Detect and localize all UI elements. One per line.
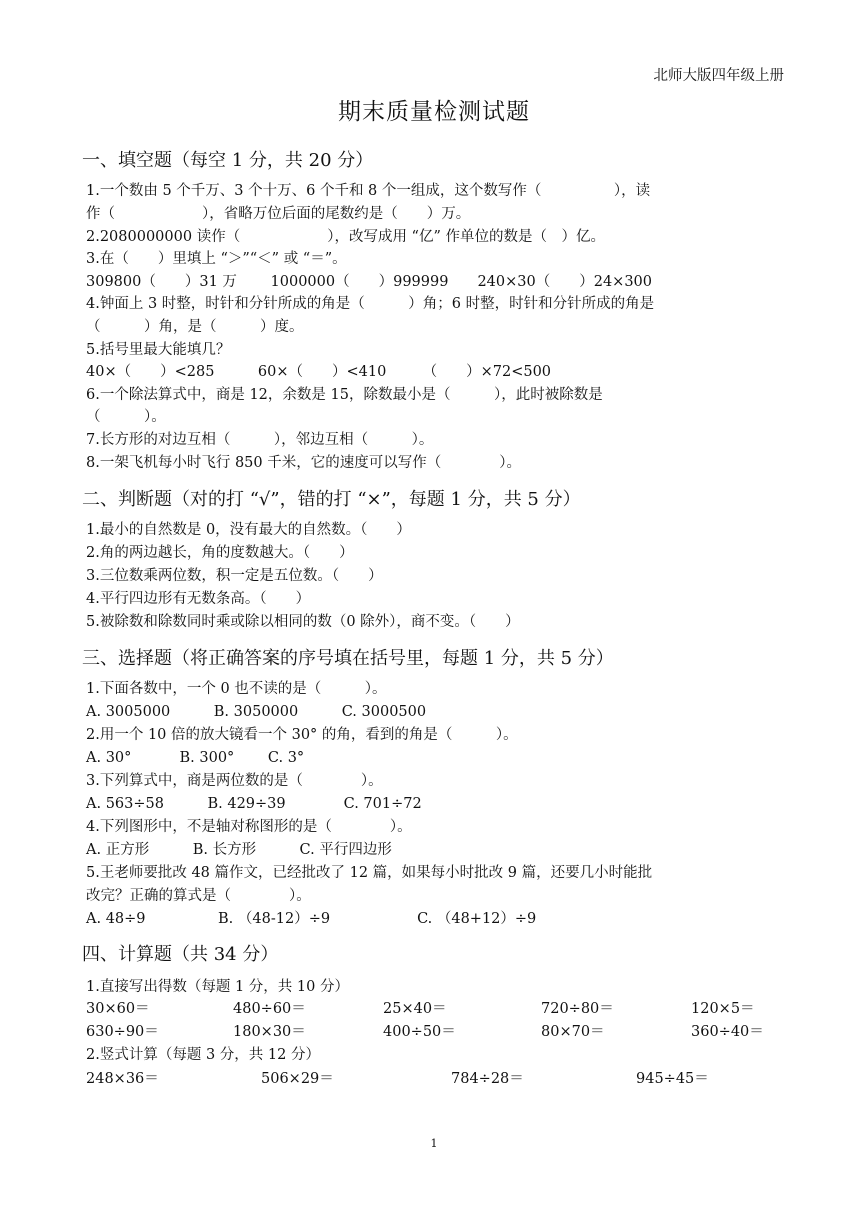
- question-line: 5.被除数和除数同时乘或除以相同的数（0 除外），商不变。（ ）: [86, 614, 520, 630]
- oral-problem: 720÷80＝: [541, 1001, 614, 1017]
- subsection-oral-heading: 1.直接写出得数（每题 1 分，共 10 分）: [86, 979, 349, 995]
- question-line: A. 30° B. 300° C. 3°: [86, 750, 305, 766]
- oral-problem: 30×60＝: [86, 1001, 150, 1017]
- question-line: 5.王老师要批改 48 篇作文，已经批改了 12 篇，如果每小时批改 9 篇，还要几小时能批: [86, 865, 653, 881]
- question-line: 3.在（ ）里填上 “＞”“＜” 或 “＝”。: [86, 251, 347, 267]
- question-line: 1.下面各数中，一个 0 也不读的是（ ）。: [86, 681, 387, 697]
- question-line: （ ）角，是（ ）度。: [86, 319, 304, 335]
- edition-label: 北师大版四年级上册: [653, 68, 784, 84]
- oral-problem: 360÷40＝: [691, 1024, 764, 1040]
- question-line: 1.最小的自然数是 0，没有最大的自然数。（ ）: [86, 522, 411, 538]
- question-line: 5.括号里最大能填几？: [86, 342, 231, 358]
- oral-problem: 400÷50＝: [383, 1024, 456, 1040]
- question-line: 2.用一个 10 倍的放大镜看一个 30° 的角，看到的角是（ ）。: [86, 727, 518, 743]
- oral-problem: 80×70＝: [541, 1024, 605, 1040]
- question-line: A. 48÷9 B. （48-12）÷9 C. （48+12）÷9: [86, 911, 537, 927]
- oral-problem: 630÷90＝: [86, 1024, 159, 1040]
- section-fill-blank-heading: 一、填空题（每空 1 分，共 20 分）: [82, 150, 374, 171]
- question-line: 309800（ ）31 万 1000000（ ）999999 240×30（ ）24×300: [86, 274, 653, 290]
- vertical-problem: 945÷45＝: [636, 1071, 709, 1087]
- section-calculation-heading: 四、计算题（共 34 分）: [82, 944, 279, 965]
- question-line: 1.一个数由 5 个千万、3 个十万、6 个千和 8 个一组成，这个数写作（ ），读: [86, 183, 651, 199]
- question-line: 7.长方形的对边互相（ ），邻边互相（ ）。: [86, 432, 434, 448]
- section-choice-heading: 三、选择题（将正确答案的序号填在括号里，每题 1 分，共 5 分）: [82, 648, 614, 669]
- vertical-problem: 784÷28＝: [451, 1071, 524, 1087]
- subsection-vertical-heading: 2.竖式计算（每题 3 分，共 12 分）: [86, 1047, 320, 1063]
- oral-problem: 180×30＝: [233, 1024, 306, 1040]
- page-title: 期末质量检测试题: [338, 99, 530, 125]
- question-line: 6.一个除法算式中，商是 12，余数是 15，除数最小是（ ），此时被除数是: [86, 387, 603, 403]
- question-line: 改完？正确的算式是（ ）。: [86, 888, 311, 904]
- question-line: 3.下列算式中，商是两位数的是（ ）。: [86, 773, 383, 789]
- question-line: 2.角的两边越长，角的度数越大。（ ）: [86, 545, 354, 561]
- oral-problem: 25×40＝: [383, 1001, 447, 1017]
- page-number: 1: [430, 1137, 438, 1150]
- question-line: 3.三位数乘两位数，积一定是五位数。（ ）: [86, 568, 383, 584]
- vertical-problem: 506×29＝: [261, 1071, 334, 1087]
- question-line: （ ）。: [86, 409, 166, 425]
- oral-problem: 120×5＝: [691, 1001, 755, 1017]
- question-line: A. 563÷58 B. 429÷39 C. 701÷72: [86, 796, 422, 812]
- question-line: 4.下列图形中，不是轴对称图形的是（ ）。: [86, 819, 412, 835]
- question-line: A. 3005000 B. 3050000 C. 3000500: [86, 704, 427, 720]
- question-line: A. 正方形 B. 长方形 C. 平行四边形: [86, 842, 392, 858]
- question-line: 4.钟面上 3 时整，时针和分针所成的角是（ ）角；6 时整，时针和分针所成的角是: [86, 296, 655, 312]
- vertical-problem: 248×36＝: [86, 1071, 159, 1087]
- oral-problem: 480÷60＝: [233, 1001, 306, 1017]
- question-line: 作（ ），省略万位后面的尾数约是（ ）万。: [86, 206, 471, 222]
- question-line: 8.一架飞机每小时飞行 850 千米，它的速度可以写作（ ）。: [86, 455, 521, 471]
- question-line: 2.2080000000 读作（ ），改写成用 “亿” 作单位的数是（ ）亿。: [86, 229, 605, 245]
- section-true-false-heading: 二、判断题（对的打 “√”，错的打 “×”，每题 1 分，共 5 分）: [82, 489, 581, 510]
- question-line: 4.平行四边形有无数条高。（ ）: [86, 591, 311, 607]
- question-line: 40×（ ）<285 60×（ ）<410 （ ）×72<500: [86, 364, 552, 380]
